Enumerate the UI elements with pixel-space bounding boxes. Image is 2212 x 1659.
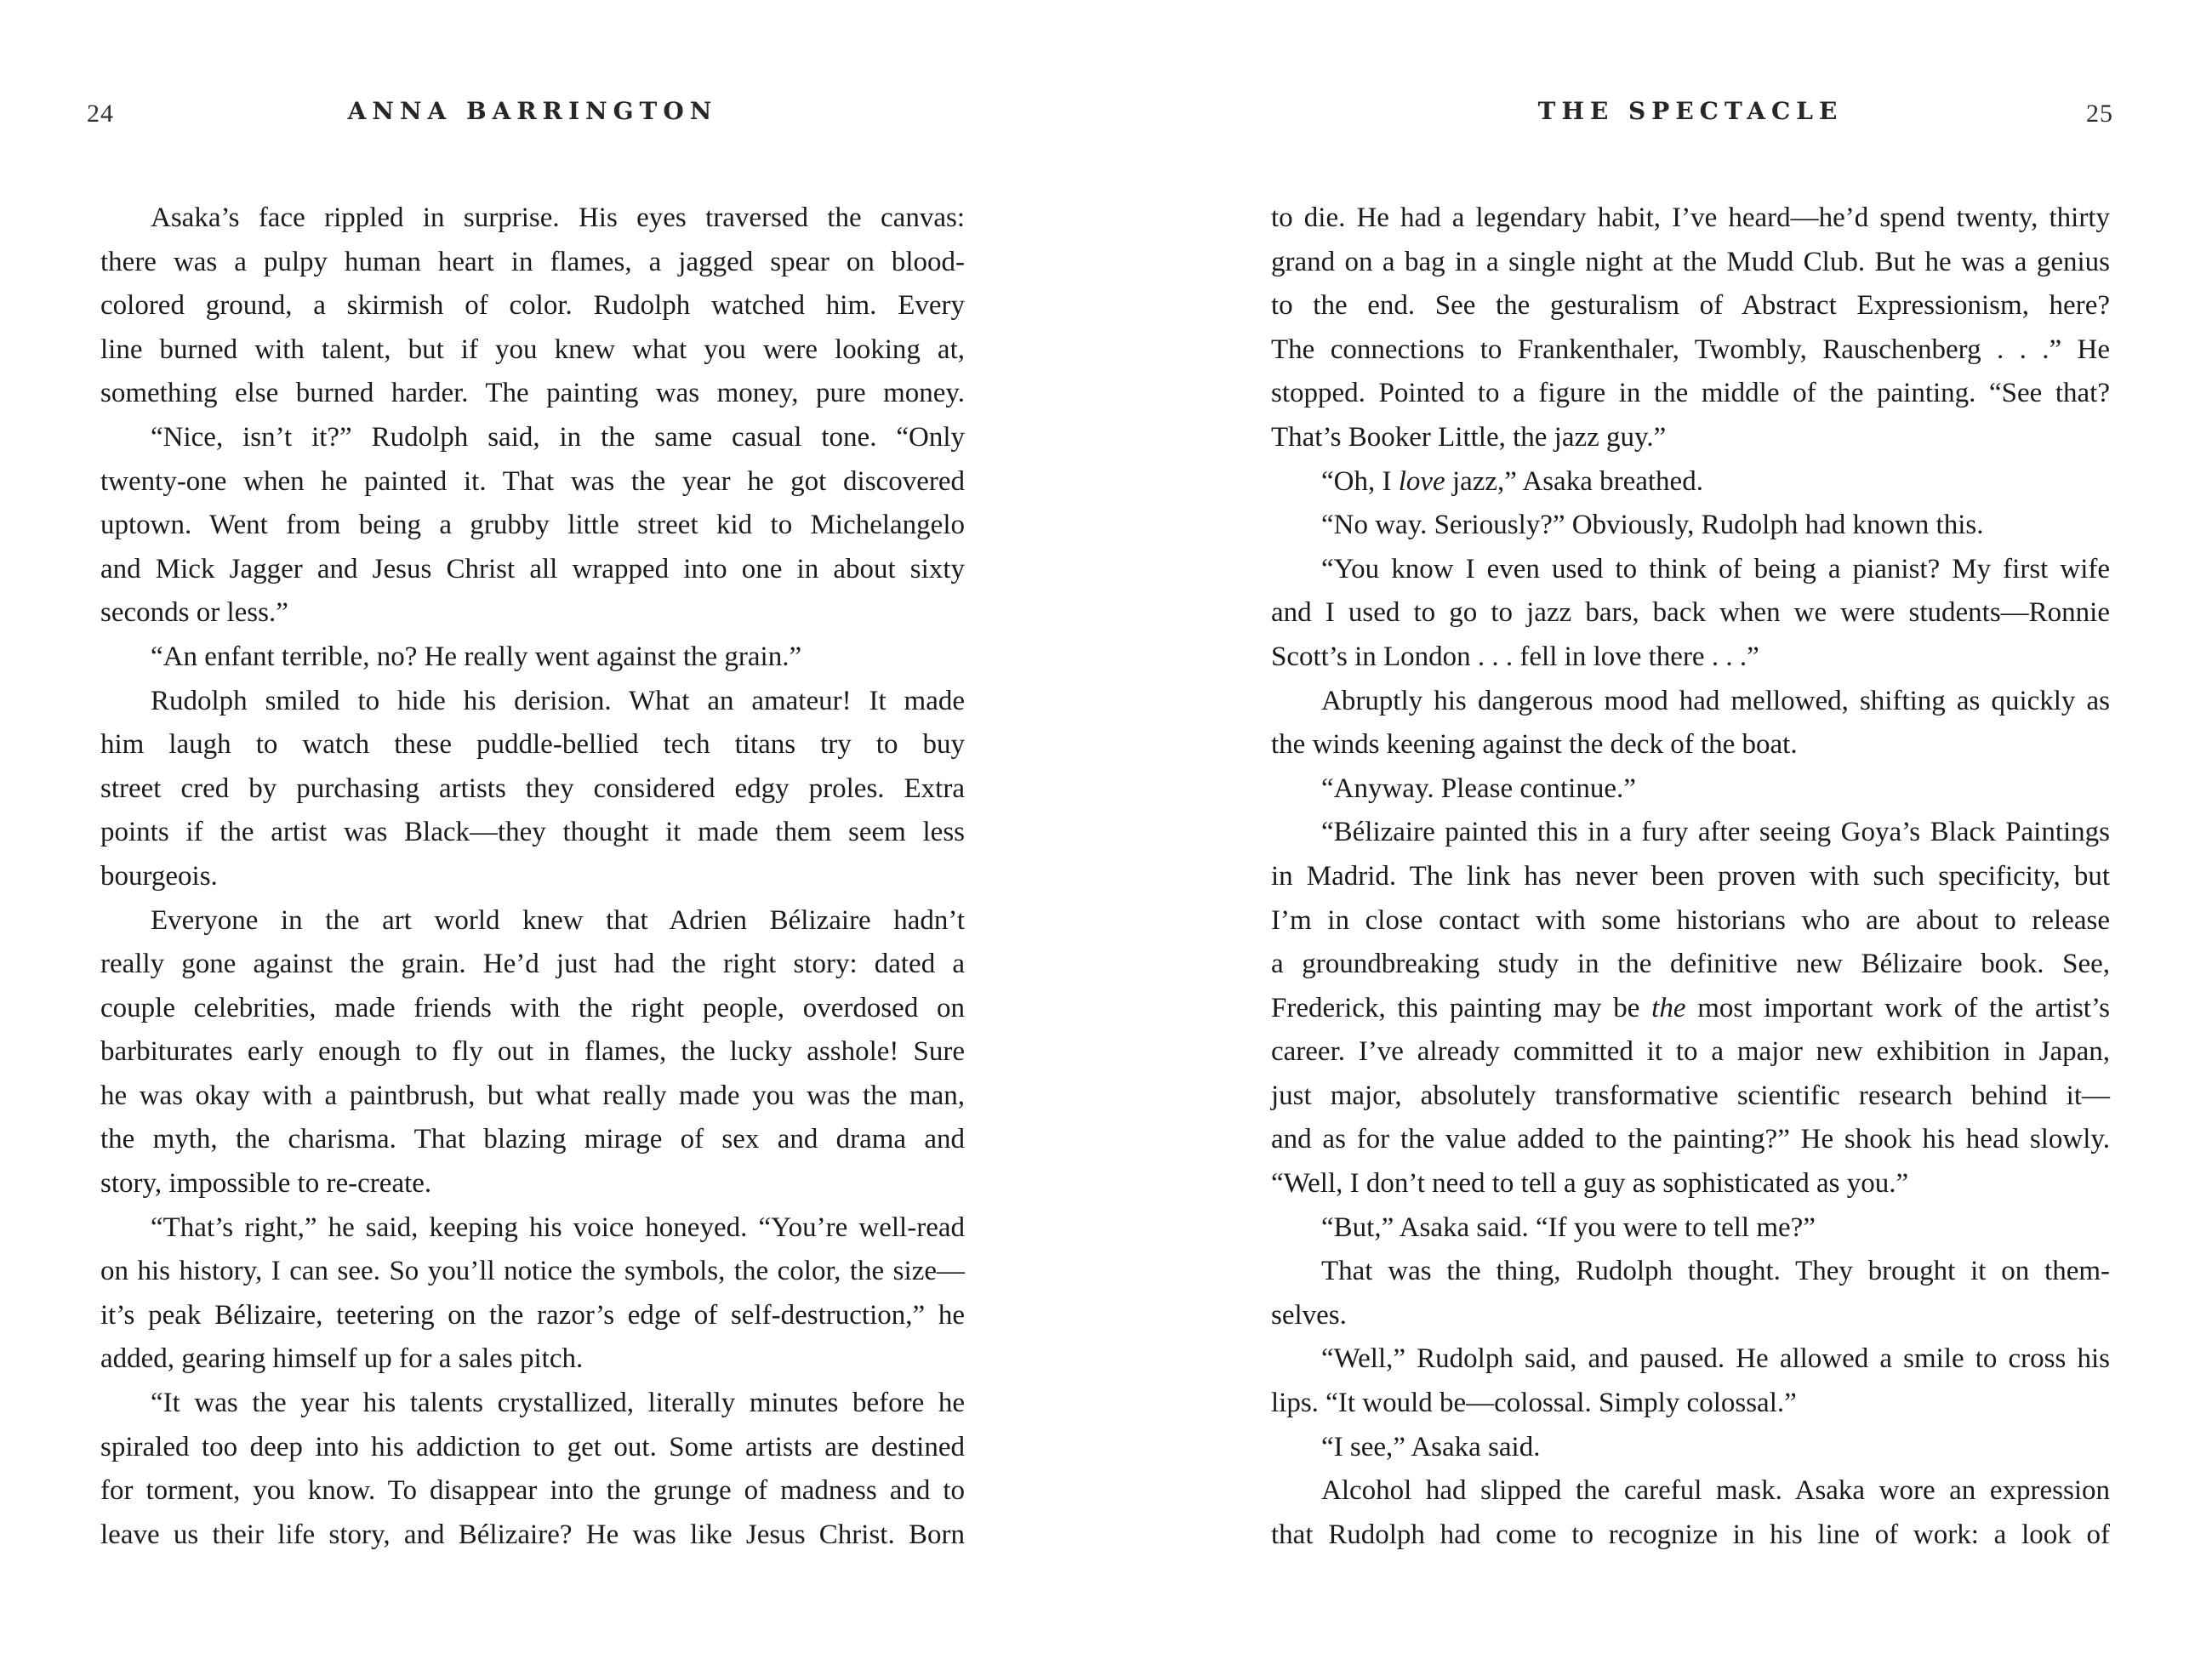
text-line: barbiturates early enough to fly out in flames, the lucky asshole! Sure (100, 1036, 965, 1068)
paragraph (100, 680, 965, 899)
text-line: Alcohol had slipped the careful mask. Asaka wore an expression (1321, 1475, 2110, 1507)
text-line: career. I’ve already committed it to a major new exhibition in Japan, (1271, 1036, 2110, 1068)
text-line: spiraled too deep into his addiction to get out. Some artists are destined (100, 1431, 965, 1462)
text-line: I’m in close contact with some historians who are about to release (1271, 904, 2110, 936)
running-header-right (1271, 97, 2113, 134)
paragraph (100, 899, 965, 1206)
paragraph (1271, 1250, 2110, 1337)
paragraph (1271, 1469, 2110, 1557)
text-line: That was the thing, Rudolph thought. They brought it on them- (1321, 1256, 2110, 1287)
text-line: Abruptly his dangerous mood had mellowed, shifting as quickly as (1321, 685, 2110, 716)
running-header-left (87, 97, 965, 134)
paragraph (100, 197, 965, 416)
paragraph (100, 636, 965, 680)
text-line: the myth, the charisma. That blazing mirage of sex and drama and (100, 1124, 965, 1155)
text-line: “I see,” Asaka said. (1321, 1431, 1541, 1462)
page-number-left: 24 (87, 100, 114, 128)
text-line: for torment, you know. To disappear into the grunge of madness and to (100, 1475, 965, 1507)
paragraph (1271, 1337, 2110, 1425)
text-line: “That’s right,” he said, keeping his voice honeyed. “You’re well-read (151, 1211, 965, 1243)
text-line: to the end. See the gesturalism of Abstract Expressionism, here? (1271, 290, 2110, 322)
paragraph (1271, 1206, 2110, 1251)
text-line: Everyone in the art world knew that Adrien Bélizaire hadn’t (151, 904, 965, 936)
text-line: Frederick, this painting may be the most important work of the artist’s (1271, 992, 2110, 1023)
text-line: “Well, I don’t need to tell a guy as sophisticated as you.” (1271, 1168, 1909, 1200)
text-line: points if the artist was Black—they thought it made them seem less (100, 817, 965, 848)
text-line: street cred by purchasing artists they considered edgy proles. Extra (100, 772, 965, 804)
text-line: it’s peak Bélizaire, teetering on the razor’s edge of self-destruction,” he (100, 1299, 965, 1331)
text-line: “But,” Asaka said. “If you were to tell me?” (1321, 1211, 1816, 1243)
text-line: Scott’s in London . . . fell in love there . . .” (1271, 641, 1759, 672)
text-line: in Madrid. The link has never been proven with such specificity, but (1271, 860, 2110, 892)
text-line: “Anyway. Please continue.” (1321, 772, 1636, 804)
text-line: there was a pulpy human heart in flames, a jagged spear on blood- (100, 246, 965, 277)
text-line: couple celebrities, made friends with the right people, overdosed on (100, 992, 965, 1023)
text-line: Rudolph smiled to hide his derision. What an amateur! It made (151, 685, 965, 716)
text-line: something else burned harder. The painting was money, pure money. (100, 378, 965, 409)
text-line: lips. “It would be—colossal. Simply colossal.” (1271, 1388, 1797, 1419)
paragraph (100, 1382, 965, 1557)
running-head-title: THE SPECTACLE (1537, 97, 1844, 125)
text-line: selves. (1271, 1299, 1347, 1331)
text-line: and Mick Jagger and Jesus Christ all wrapped into one in about sixty (100, 553, 965, 584)
text-line: just major, absolutely transformative scientific research behind it— (1271, 1080, 2110, 1111)
text-line: Asaka’s face rippled in surprise. His eyes traversed the canvas: (151, 202, 965, 233)
text-line: “No way. Seriously?” Obviously, Rudolph had known this. (1321, 510, 1984, 541)
text-line: and as for the value added to the painting?” He shook his head slowly. (1271, 1124, 2110, 1155)
text-line: The connections to Frankenthaler, Twombly, Rauschenberg . . .” He (1271, 334, 2110, 365)
text-line: he was okay with a paintbrush, but what really made you was the man, (100, 1080, 965, 1111)
text-line: colored ground, a skirmish of color. Rudolph watched him. Every (100, 290, 965, 322)
text-line: That’s Booker Little, the jazz guy.” (1271, 421, 1667, 453)
paragraph (1271, 767, 2110, 812)
paragraph (1271, 504, 2110, 548)
text-line: the winds keening against the deck of the boat. (1271, 729, 1798, 761)
text-line: seconds or less.” (100, 597, 288, 629)
text-line: stopped. Pointed to a figure in the middle of the painting. “See that? (1271, 378, 2110, 409)
text-line: to die. He had a legendary habit, I’ve heard—he’d spend twenty, thirty (1271, 202, 2110, 233)
text-line: “An enfant terrible, no? He really went against the grain.” (151, 641, 802, 672)
text-line: and I used to go to jazz bars, back when we were students—Ronnie (1271, 597, 2110, 629)
text-line: uptown. Went from being a grubby little street kid to Michelangelo (100, 510, 965, 541)
text-line: him laugh to watch these puddle-bellied tech titans try to buy (100, 729, 965, 761)
text-line: “It was the year his talents crystallized, literally minutes before he (151, 1388, 965, 1419)
page-number-right: 25 (2086, 100, 2113, 128)
text-line: on his history, I can see. So you’ll notice the symbols, the color, the size— (100, 1256, 965, 1287)
text-line: story, impossible to re-create. (100, 1168, 432, 1200)
text-line: “Well,” Rudolph said, and paused. He allowed a smile to cross his (1321, 1343, 2110, 1375)
text-line: really gone against the grain. He’d just had the right story: dated a (100, 949, 965, 980)
text-line: “Oh, I love jazz,” Asaka breathed. (1321, 465, 1703, 497)
paragraph (1271, 197, 2110, 460)
paragraph (100, 1206, 965, 1382)
text-line: a groundbreaking study in the definitive new Bélizaire book. See, (1271, 949, 2110, 980)
paragraph (1271, 1426, 2110, 1470)
text-line: “You know I even used to think of being a pianist? My first wife (1321, 553, 2110, 584)
text-line: bourgeois. (100, 860, 218, 892)
page-body-right (1271, 197, 2110, 1557)
text-line: leave us their life story, and Bélizaire? He was like Jesus Christ. Born (100, 1519, 965, 1550)
paragraph (1271, 811, 2110, 1206)
text-line: “Nice, isn’t it?” Rudolph said, in the same casual tone. “Only (151, 421, 965, 453)
paragraph (1271, 460, 2110, 505)
text-line: twenty-one when he painted it. That was the year he got discovered (100, 465, 965, 497)
paragraph (1271, 680, 2110, 767)
text-line: line burned with talent, but if you knew what you were looking at, (100, 334, 965, 365)
text-line: “Bélizaire painted this in a fury after seeing Goya’s Black Paintings (1321, 817, 2110, 848)
running-head-author: ANNA BARRINGTON (347, 97, 718, 125)
page-body-left (100, 197, 965, 1557)
book-page-right (1271, 0, 2113, 1659)
paragraph (100, 416, 965, 636)
text-line: grand on a bag in a single night at the Mudd Club. But he was a genius (1271, 246, 2110, 277)
paragraph (1271, 548, 2110, 680)
book-page-left (87, 0, 965, 1659)
text-line: added, gearing himself up for a sales pitch. (100, 1343, 584, 1375)
text-line: that Rudolph had come to recognize in his line of work: a look of (1271, 1519, 2110, 1550)
